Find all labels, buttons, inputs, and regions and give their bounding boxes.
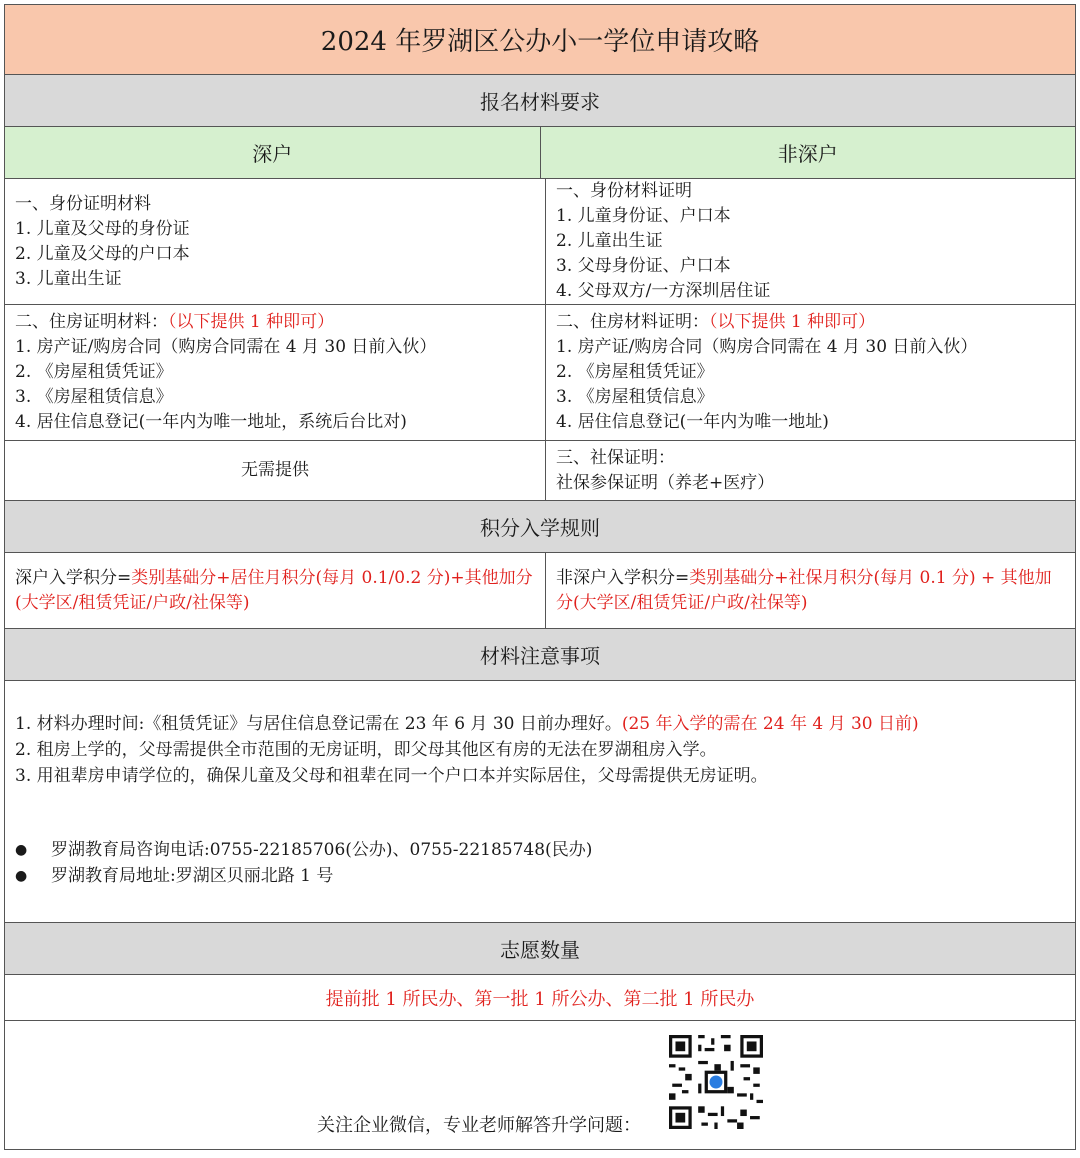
housing-heading	[556, 310, 1065, 335]
column-header-local: 深户	[5, 127, 541, 178]
text-line: 3. 《房屋租赁信息》	[556, 387, 714, 407]
points-nonlocal-cell	[546, 553, 1075, 628]
housing-row	[5, 305, 1075, 441]
heading-text: 二、住房材料证明：	[556, 312, 709, 332]
bullet-icon: ●	[15, 842, 28, 858]
notes-block	[5, 681, 1075, 923]
text-line: 4. 居住信息登记(一年内为唯一地址，系统后台比对)	[15, 412, 407, 432]
points-formula	[556, 566, 1065, 616]
housing-local-cell	[5, 305, 546, 440]
text-line: 无需提供	[241, 460, 309, 480]
bullet-icon: ●	[15, 868, 28, 884]
formula-body: 类别基础分+居住月积分(每月 0.1/0.2 分)+其他加分(大学区/租赁凭证/户政/社保等)	[15, 567, 533, 613]
heading-text: 二、住房证明材料：	[15, 312, 168, 332]
text-line: 一、身份材料证明	[556, 181, 692, 201]
text-line: 1. 儿童身份证、户口本	[556, 206, 731, 226]
social-nonlocal-cell	[546, 441, 1075, 500]
housing-heading	[15, 310, 535, 335]
footer	[5, 1021, 1075, 1149]
footer-text: 关注企业微信，专业老师解答升学问题：	[317, 1115, 641, 1136]
text-line: 4. 父母双方/一方深圳居住证	[556, 281, 771, 301]
phone-text: 罗湖教育局咨询电话:0755-22185706(公办)、0755-22185748(民办)	[51, 840, 593, 860]
text-line: 2. 儿童出生证	[556, 231, 663, 251]
social-local-cell	[5, 441, 546, 500]
spacer	[15, 789, 1065, 837]
text-line: 3. 儿童出生证	[15, 268, 122, 289]
text-line: 3. 父母身份证、户口本	[556, 256, 731, 276]
formula-label: 非深户入学积分=	[556, 567, 690, 588]
text-line: 3. 《房屋租赁信息》	[15, 387, 173, 407]
identity-local-cell	[5, 179, 546, 304]
points-row	[5, 553, 1075, 629]
text-line: 2. 儿童及父母的户口本	[15, 243, 190, 264]
note-text: 1. 材料办理时间:《租赁凭证》与居住信息登记需在 23 年 6 月 30 日前办理好。	[15, 714, 622, 734]
qr-code-icon[interactable]	[669, 1035, 763, 1129]
bullet-phone	[15, 837, 1065, 863]
note-highlight: (25 年入学的需在 24 年 4 月 30 日前)	[621, 714, 919, 734]
bullet-address	[15, 863, 1065, 889]
section-header-points: 积分入学规则	[5, 501, 1075, 553]
note-1	[15, 711, 1065, 737]
text-line: 1. 房产证/购房合同（购房合同需在 4 月 30 日前入伙）	[556, 337, 978, 357]
section-header-materials: 报名材料要求	[5, 75, 1075, 127]
identity-row	[5, 179, 1075, 305]
text-line: 2. 《房屋租赁凭证》	[15, 362, 173, 382]
column-header-nonlocal: 非深户	[777, 142, 838, 166]
text-line: 1. 房产证/购房合同（购房合同需在 4 月 30 日前入伙）	[15, 337, 437, 357]
formula-label: 深户入学积分=	[15, 567, 132, 588]
section-header-volunteers: 志愿数量	[5, 923, 1075, 975]
text-line: 社保参保证明（养老+医疗）	[556, 472, 775, 493]
text-line: 一、身份证明材料	[15, 193, 151, 214]
column-headers	[5, 127, 1075, 179]
text-line: 4. 居住信息登记(一年内为唯一地址)	[556, 412, 829, 432]
section-header-notes: 材料注意事项	[5, 629, 1075, 681]
heading-note: （以下提供 1 种即可）	[709, 312, 876, 332]
page	[4, 4, 1076, 1150]
address-text: 罗湖教育局地址:罗湖区贝丽北路 1 号	[51, 866, 334, 886]
points-formula	[15, 566, 535, 616]
housing-nonlocal-cell	[546, 305, 1075, 440]
page-title: 2024 年罗湖区公办小一学位申请攻略	[5, 5, 1075, 75]
note-2: 2. 租房上学的，父母需提供全市范围的无房证明，即父母其他区有房的无法在罗湖租房入学。	[15, 740, 717, 760]
identity-nonlocal-cell	[546, 179, 1075, 304]
text-line: 1. 儿童及父母的身份证	[15, 218, 190, 239]
points-local-cell	[5, 553, 546, 628]
note-3: 3. 用祖辈房申请学位的，确保儿童及父母和祖辈在同一个户口本并实际居住，父母需提供无房证明。	[15, 766, 768, 786]
text-line: 三、社保证明：	[556, 447, 675, 468]
social-row	[5, 441, 1075, 501]
text-line: 2. 《房屋租赁凭证》	[556, 362, 714, 382]
volunteer-count: 提前批 1 所民办、第一批 1 所公办、第二批 1 所民办	[5, 975, 1075, 1021]
heading-note: （以下提供 1 种即可）	[168, 312, 335, 332]
formula-body: 类别基础分+社保月积分(每月 0.1 分) + 其他加分(大学区/租赁凭证/户政/社保等)	[556, 567, 1052, 613]
